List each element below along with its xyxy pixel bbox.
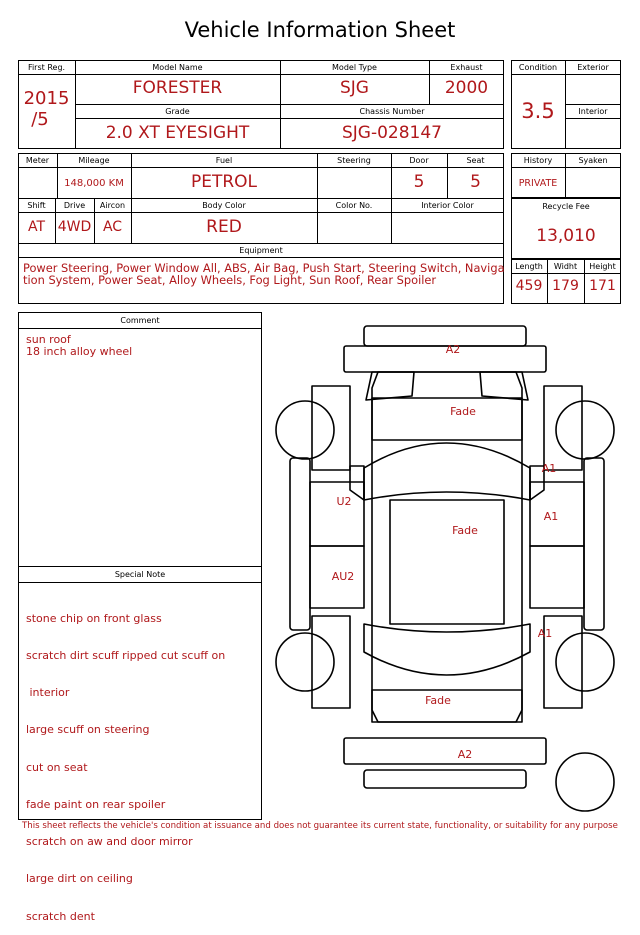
roof [390,500,504,624]
hood-mark: Fade [450,405,476,418]
front-bumper-mark: A2 [445,343,461,356]
front-right-wheel [556,401,614,459]
equipment-line: tion System, Power Seat, Alloy Wheels, Fog Light, Sun Roof, Rear Spoiler [23,273,437,288]
comment-line: sun roof [26,333,71,346]
equipment-line: Power Steering, Power Window All, ABS, Air Bag, Push Start, Steering Switch, Naviga [23,261,505,275]
rear-bumper-mark: A2 [457,748,473,761]
special-note-line: large scuff on steering [26,723,150,737]
aircon-value: AC [102,219,123,235]
left-sill [290,458,310,630]
recycle-fee-value: 13,010 [536,226,596,246]
rear-right-wheel [556,633,614,691]
rear-left-door-mark: AU2 [331,570,355,583]
front-left-door-mark: U2 [336,495,352,508]
shift-value: AT [27,219,46,235]
shift-label: Shift [27,201,46,210]
special-note-line: cut on seat [26,760,88,774]
door-label: Door [409,156,429,165]
special-note-line: scratch on aw and door mirror [26,835,193,849]
rear-window [364,624,530,675]
windshield [364,443,530,500]
model-type-label: Model Type [332,63,377,72]
steering-label: Steering [337,156,371,165]
grade-label: Grade [165,107,190,116]
recycle-fee-label: Recycle Fee [542,202,590,211]
color-no-label: Color No. [335,201,373,210]
left-mirror [350,466,364,500]
history-label: History [523,156,553,165]
special-note-label: Special Note [114,570,166,579]
front-right-door-mark: A1 [543,510,559,523]
length-value: 459 [515,278,543,294]
seat-label: Seat [466,156,485,165]
rear-left-wheel [276,633,334,691]
equipment-label: Equipment [239,246,283,255]
special-note-line: interior [26,686,70,700]
left-rear-fender [312,616,350,708]
trunk-mark: Fade [425,694,451,707]
front-right-fender-mark: A1 [541,462,557,475]
spare-wheel [556,753,614,811]
fuel-value: PETROL [190,172,258,192]
door-value: 5 [413,172,425,192]
height-value: 171 [589,278,616,294]
comment-text [26,334,256,359]
first-reg-month: /5 [31,109,49,130]
right-rear-door-panel [530,546,584,608]
syaken-label: Syaken [578,156,608,165]
exterior-label: Exterior [577,63,609,72]
meter-label: Meter [25,156,50,165]
body-color-label: Body Color [202,201,246,210]
disclaimer-footer: This sheet reflects the vehicle's condition at issuance and does not guarantee its current state, functionality, or suitability for any purpose [22,821,618,831]
comment-label: Comment [120,316,160,325]
model-name-label: Model Name [152,63,203,72]
seat-value: 5 [470,172,481,192]
width-value: 179 [552,278,579,294]
model-type-value: SJG [340,78,369,98]
width-label: Widht [553,262,578,271]
rear-bumper [344,738,546,764]
special-note-line: scratch dirt scuff ripped cut scuff on [26,649,226,663]
special-note-line: large dirt on ceiling [26,872,133,886]
drive-label: Drive [63,201,86,210]
history-value: PRIVATE [518,178,558,189]
condition-label: Condition [518,63,558,72]
mileage-label: Mileage [78,156,110,165]
grade-value: 2.0 XT EYESIGHT [105,123,250,143]
right-sill [584,458,604,630]
left-front-fender [312,386,350,470]
drive-value: 4WD [57,219,92,235]
left-front-door-panel [310,482,364,546]
exhaust-value: 2000 [444,78,489,98]
first-reg-label: First Reg. [27,63,66,72]
interior-label: Interior [578,107,608,116]
model-name-value: FORESTER [132,78,223,98]
rear-bumper-strip [364,770,526,788]
height-label: Height [589,262,616,271]
fuel-label: Fuel [215,156,233,165]
special-note-text [26,588,258,935]
condition-value: 3.5 [521,99,555,123]
hood-outline [372,398,522,440]
body-outline [372,372,522,722]
chassis-number-value: SJG-028147 [341,123,442,143]
special-note-line: stone chip on front glass [26,611,162,625]
mileage-value: 148,000 KM [64,178,124,189]
aircon-label: Aircon [99,201,126,210]
rear-right-door-mark: A1 [537,627,553,640]
sheet-title: Vehicle Information Sheet [184,18,456,42]
length-label: Length [515,262,543,271]
special-note-line: scratch dent [26,909,95,923]
exhaust-label: Exhaust [450,63,483,72]
special-note-line: fade paint on rear spoiler [26,797,166,811]
body-color-value: RED [206,217,242,237]
roof-mark: Fade [452,524,478,537]
front-left-wheel [276,401,334,459]
car-damage-diagram [268,318,628,818]
chassis-number-label: Chassis Number [359,107,425,116]
first-reg-year: 2015 [23,88,70,109]
comment-line: 18 inch alloy wheel [26,345,133,359]
interior-color-label: Interior Color [421,201,474,210]
equipment-text [23,262,503,287]
